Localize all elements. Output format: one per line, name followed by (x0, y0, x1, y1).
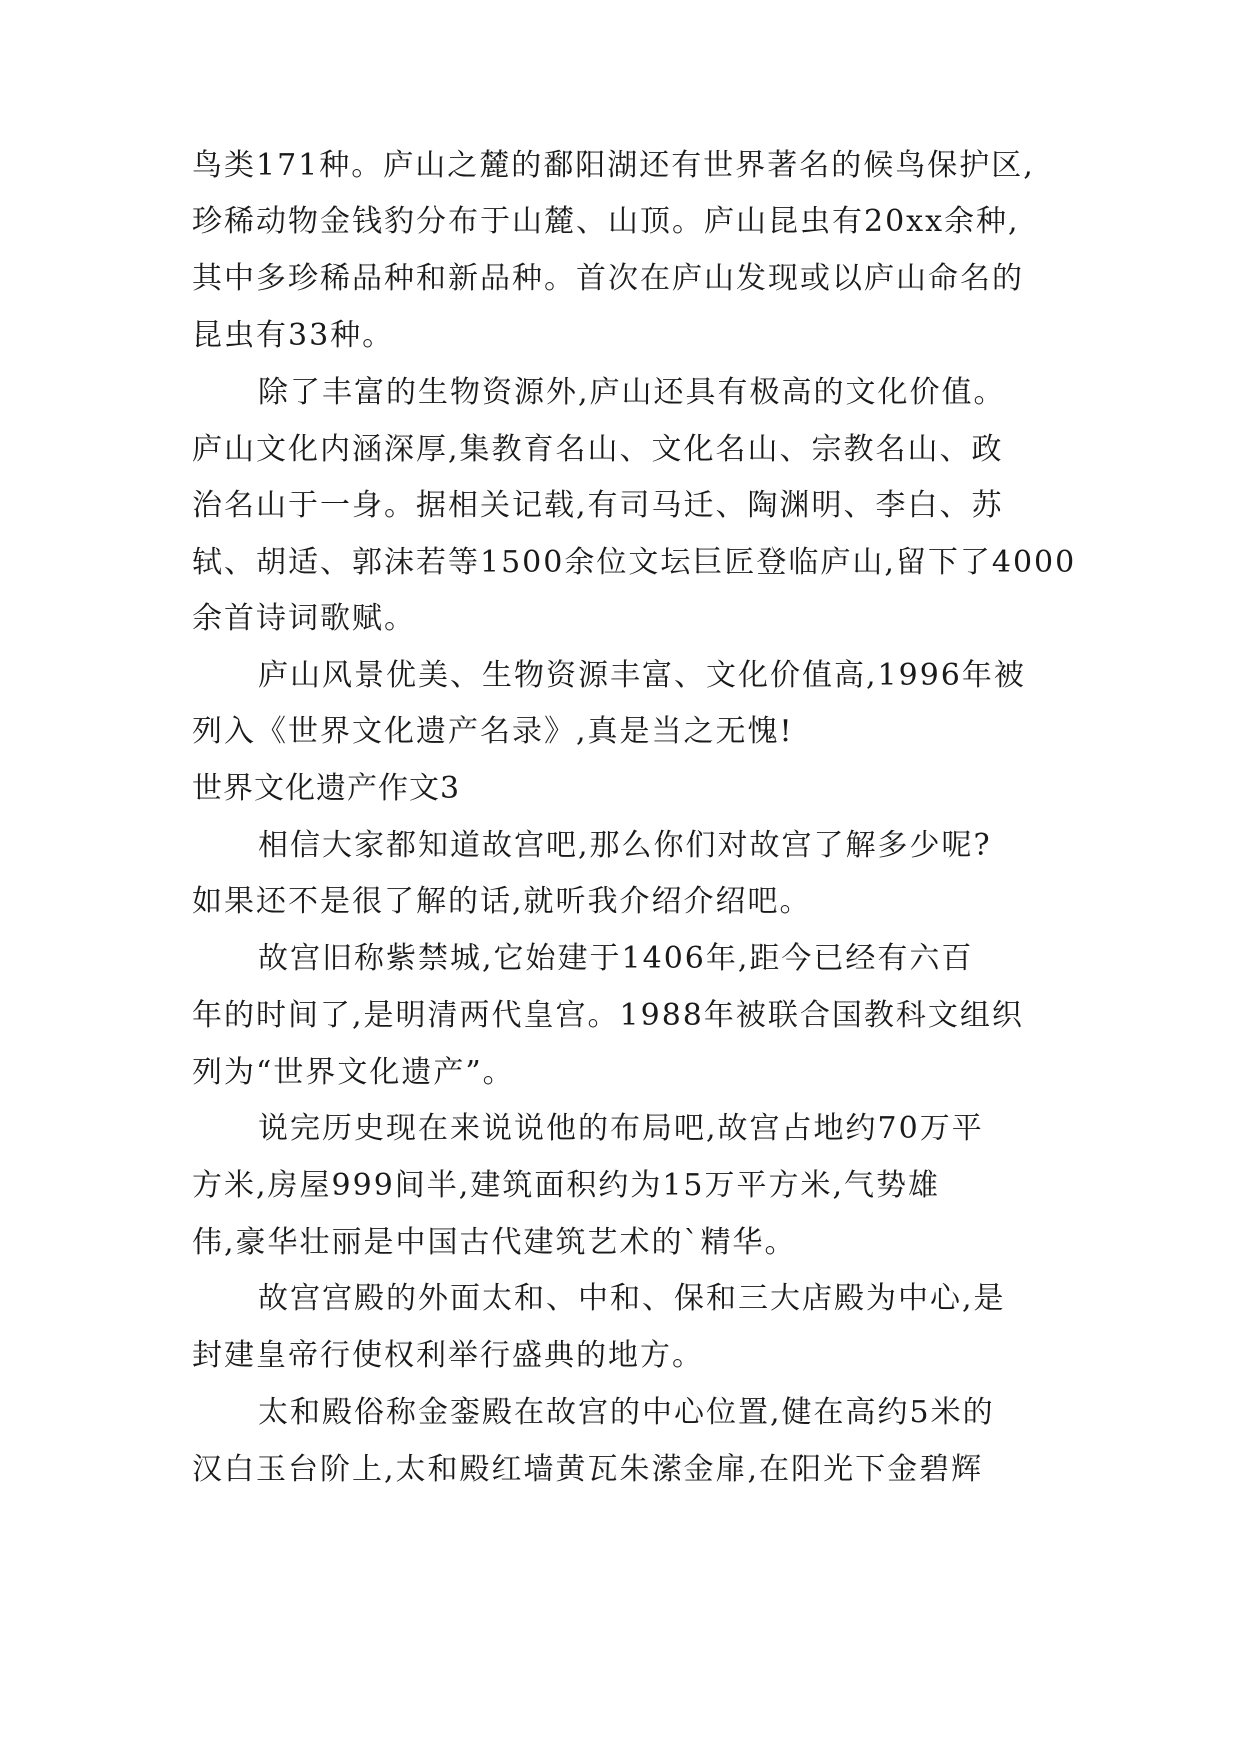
text-line: 伟,豪华壮丽是中国古代建筑艺术的`精华。 (192, 1225, 797, 1260)
paragraph-first-line: 除了丰富的生物资源外,庐山还具有极高的文化价值。 (258, 375, 1006, 410)
text-line: 昆虫有33种。 (192, 318, 395, 353)
text-line: 如果还不是很了解的话,就听我介绍介绍吧。 (192, 884, 812, 919)
text-line: 轼、胡适、郭沫若等1500余位文坛巨匠登临庐山,留下了4000 (192, 545, 1077, 580)
paragraph-first-line: 庐山风景优美、生物资源丰富、文化价值高,1996年被 (258, 658, 1026, 693)
paragraph-first-line: 故宫宫殿的外面太和、中和、保和三大店殿为中心,是 (258, 1281, 1006, 1316)
text-line: 庐山文化内涵深厚,集教育名山、文化名山、宗教名山、政 (192, 432, 1004, 467)
text-line: 鸟类171种。庐山之麓的鄱阳湖还有世界著名的候鸟保护区, (192, 148, 1035, 183)
text-line: 方米,房屋999间半,建筑面积约为15万平方米,气势雄 (192, 1168, 941, 1203)
text-line: 封建皇帝行使权利举行盛典的地方。 (192, 1338, 704, 1373)
paragraph-first-line: 故宫旧称紫禁城,它始建于1406年,距今已经有六百 (258, 941, 974, 976)
text-line: 珍稀动物金钱豹分布于山麓、山顶。庐山昆虫有20xx余种, (192, 204, 1020, 239)
paragraph-first-line: 太和殿俗称金銮殿在故宫的中心位置,健在高约5米的 (258, 1395, 995, 1430)
paragraph-first-line: 说完历史现在来说说他的布局吧,故宫占地约70万平 (258, 1111, 984, 1146)
text-line: 列为“世界文化遗产”。 (192, 1055, 515, 1090)
text-line: 列入《世界文化遗产名录》,真是当之无愧! (192, 714, 794, 749)
text-line: 余首诗词歌赋。 (192, 601, 416, 636)
section-heading: 世界文化遗产作文3 (192, 771, 461, 806)
text-line: 其中多珍稀品种和新品种。首次在庐山发现或以庐山命名的 (192, 261, 1024, 296)
paragraph-first-line: 相信大家都知道故宫吧,那么你们对故宫了解多少呢? (258, 828, 992, 863)
text-line: 年的时间了,是明清两代皇宫。1988年被联合国教科文组织 (192, 998, 1024, 1033)
text-line: 治名山于一身。据相关记载,有司马迁、陶渊明、李白、苏 (192, 488, 1004, 523)
text-line: 汉白玉台阶上,太和殿红墙黄瓦朱潆金扉,在阳光下金碧辉 (192, 1452, 984, 1487)
